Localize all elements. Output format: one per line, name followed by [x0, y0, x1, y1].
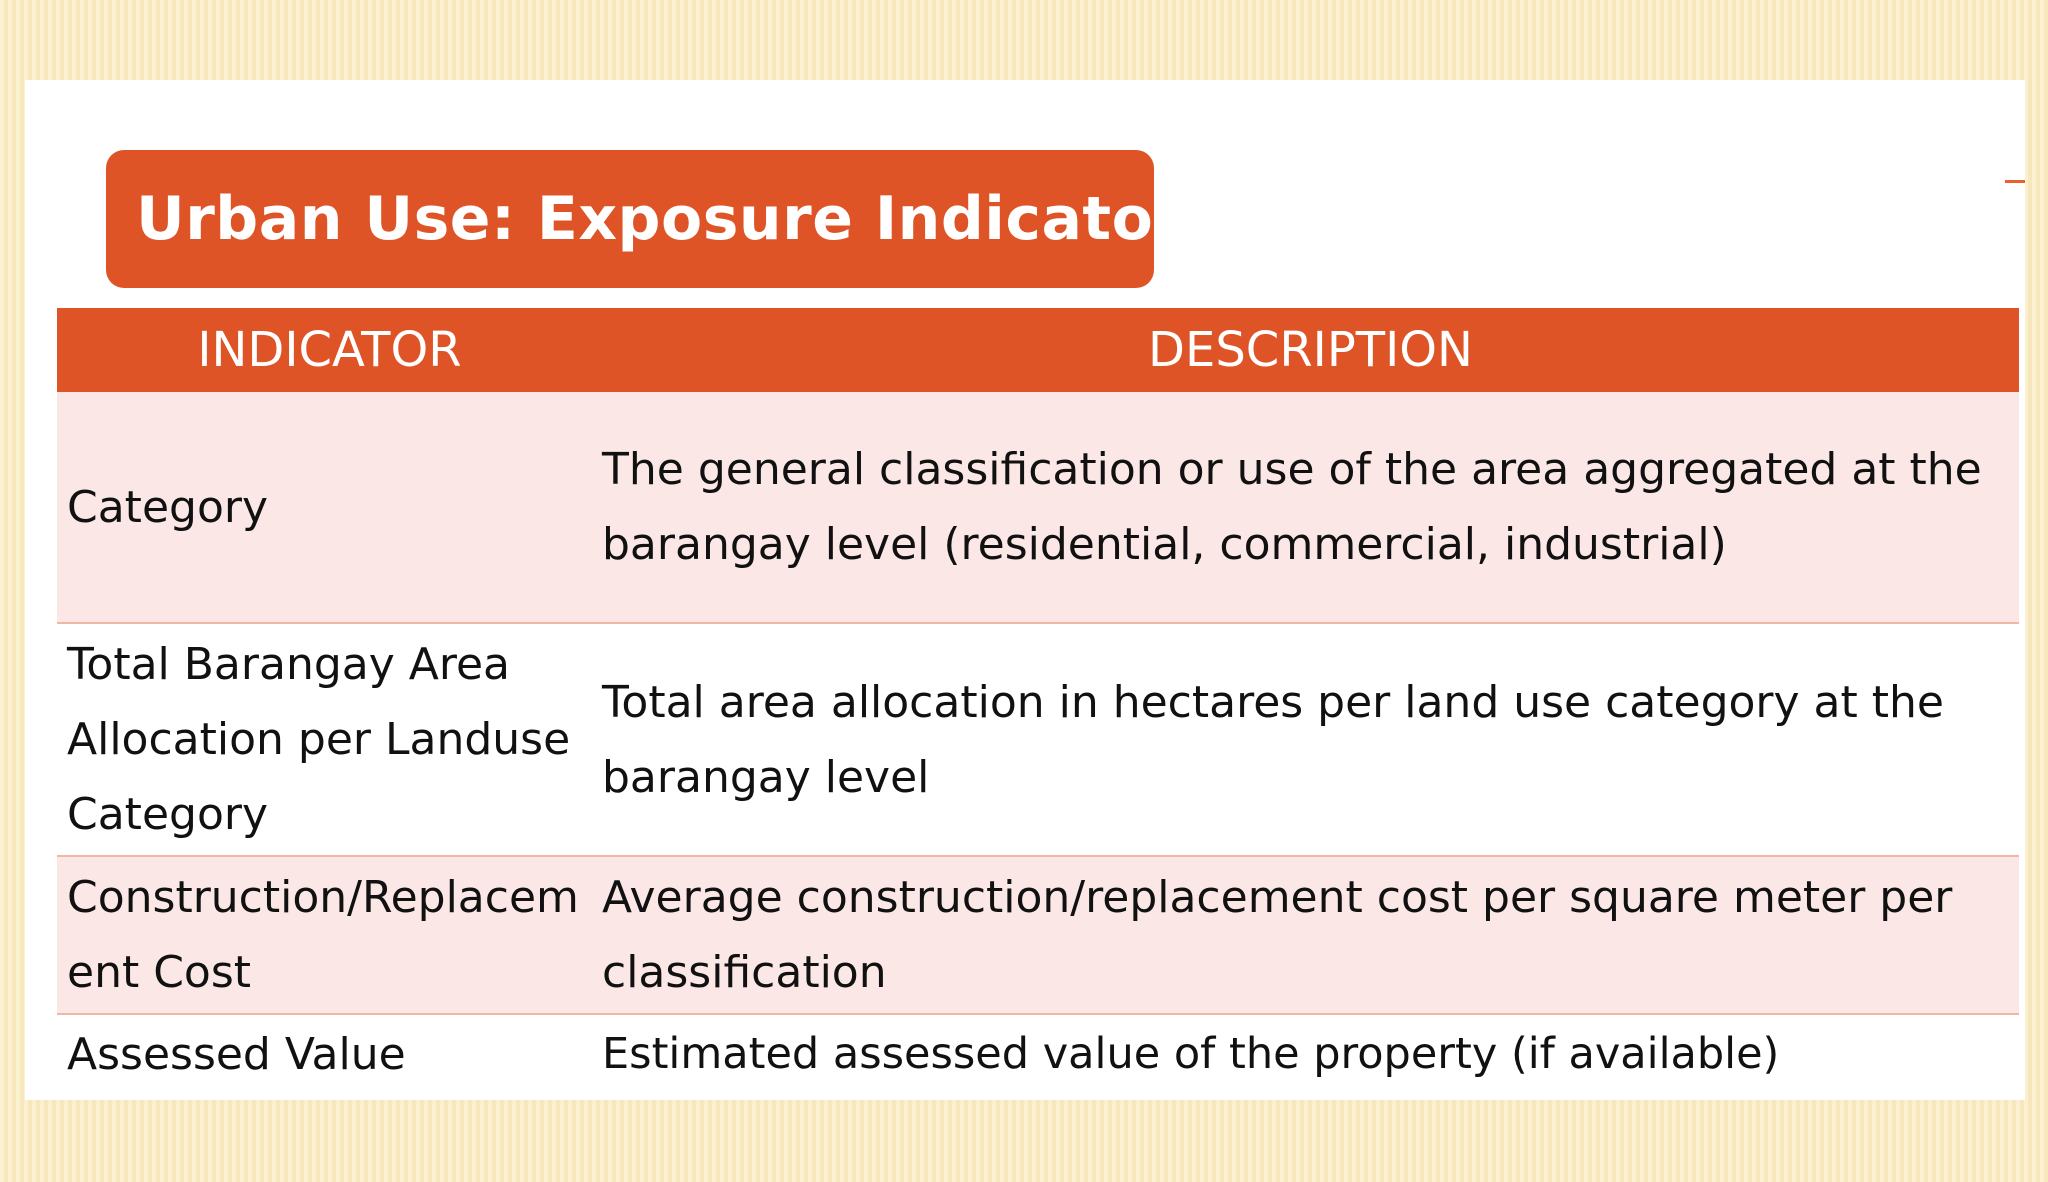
table-header-row — [57, 308, 2019, 392]
accent-line — [2005, 180, 2025, 183]
description-cell — [602, 665, 2019, 815]
header-indicator: INDICATOR — [197, 322, 462, 378]
description-cell — [602, 432, 2019, 582]
description-cell — [602, 1015, 2019, 1092]
indicator-text: Assessed Value — [67, 1029, 406, 1080]
header-description: DESCRIPTION — [1148, 322, 1473, 378]
indicator-table — [57, 308, 2019, 1100]
description-cell — [602, 860, 2019, 1010]
slide — [25, 80, 2025, 1100]
indicator-cell — [57, 470, 602, 545]
indicator-text: Category — [67, 481, 268, 533]
description-text: Average construction/replacement cost per square meter per classification — [602, 872, 1953, 998]
indicator-cell — [57, 1015, 602, 1092]
table-row — [57, 1015, 2019, 1100]
slide-title: Urban Use: Exposure Indicators — [136, 184, 1220, 254]
indicator-text: Construction/Replacement Cost — [67, 872, 579, 998]
table-row — [57, 857, 2019, 1015]
description-text: Total area allocation in hectares per land use category at the barangay level — [602, 676, 1944, 803]
description-text: Estimated assessed value of the property (if available) — [602, 1029, 1780, 1079]
description-text: The general classification or use of the area aggregated at the barangay level (residential, commercial, industrial) — [602, 444, 1982, 570]
table-row — [57, 392, 2019, 624]
table-row — [57, 624, 2019, 857]
indicator-text: Total Barangay Area Allocation per Landuse Category — [67, 639, 571, 840]
indicator-cell — [57, 627, 602, 852]
title-banner — [106, 150, 1220, 288]
indicator-cell — [57, 860, 602, 1010]
